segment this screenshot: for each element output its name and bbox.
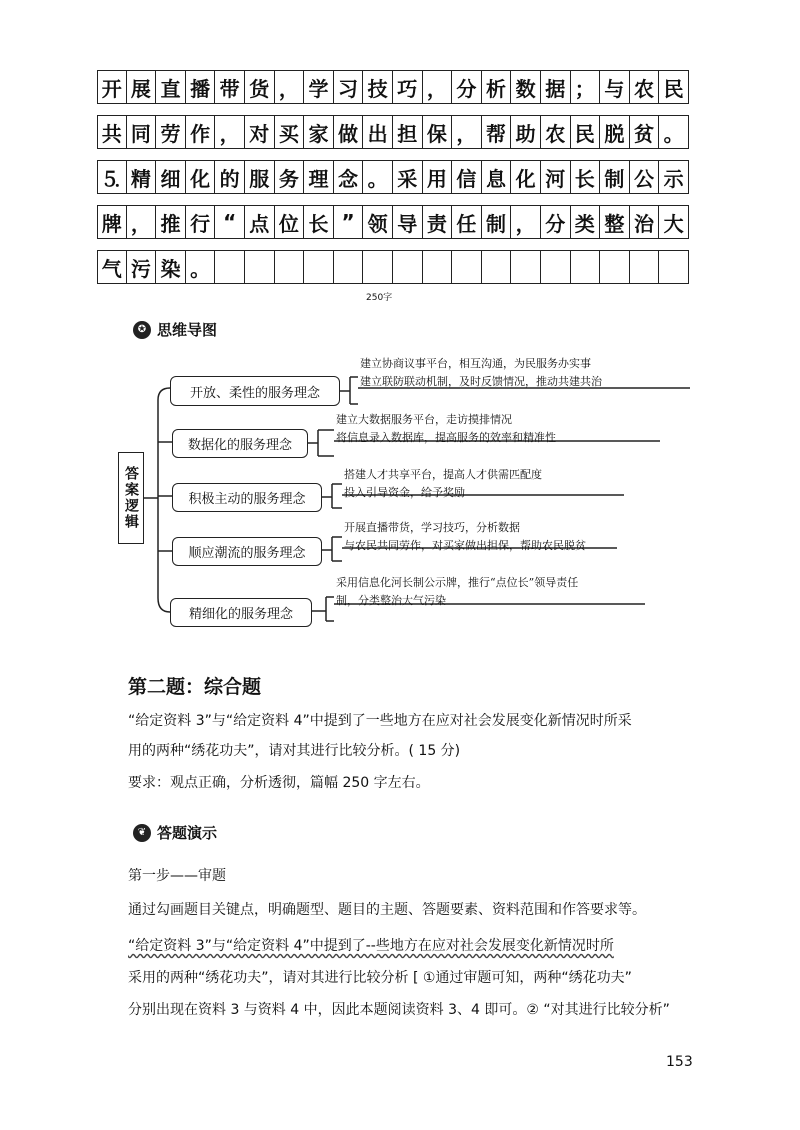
grid-cell: 化 [185, 160, 216, 194]
grid-cell: 点 [244, 205, 275, 239]
mindmap-root: 答案逻辑 [118, 452, 144, 544]
grid-cell: 污 [126, 250, 157, 284]
grid-cell: 帮 [481, 115, 512, 149]
grid-cell: ； [570, 70, 601, 104]
branch-detail: 建立联防联动机制，及时反馈情况，推动共建共治 [360, 375, 602, 388]
grid-cell: 做 [333, 115, 364, 149]
branch-node-2: 数据化的服务理念 [172, 429, 308, 458]
grid-cell: 牌 [97, 205, 127, 239]
grid-cell: 长 [303, 205, 334, 239]
grid-cell: 。 [658, 115, 689, 149]
grid-cell: 制 [599, 160, 630, 194]
step-label: 第一步——审题 [128, 868, 226, 884]
grid-cell: 责 [422, 205, 453, 239]
grid-cell: ， [126, 205, 157, 239]
grid-cell: 劳 [155, 115, 186, 149]
grid-cell: 理 [303, 160, 334, 194]
grid-cell: 推 [155, 205, 186, 239]
branch-node-1: 开放、柔性的服务理念 [170, 376, 340, 406]
branch-detail: 建立协商议事平台，相互沟通，为民服务办实事 [360, 357, 591, 370]
question-line: 用的两种“绣花功夫”，请对其进行比较分析。( 15 分) [128, 743, 461, 759]
grid-cell: 农 [629, 70, 660, 104]
question-line: “给定资料 3”与“给定资料 4”中提到了一些地方在应对社会发展变化新情况时所采 [128, 713, 632, 729]
grid-cell: 染 [155, 250, 186, 284]
branch-detail: 将信息录入数据库，提高服务的效率和精准性 [336, 431, 556, 444]
grid-cell: 据 [540, 70, 571, 104]
grid-cell: 出 [362, 115, 393, 149]
section-heading: 第二题：综合题 [128, 676, 262, 698]
grid-cell: 用 [422, 160, 453, 194]
mindmap-icon: ✪ [133, 321, 151, 339]
grid-cell: 息 [481, 160, 512, 194]
grid-cell: “ [214, 205, 245, 239]
branch-detail: 与农民共同劳作，对买家做出担保，帮助农民脱贫 [344, 539, 586, 552]
grid-cell: 类 [570, 205, 601, 239]
grid-cell: 民 [658, 70, 689, 104]
grid-cell: 气 [97, 250, 127, 284]
paragraph: 通过勾画题目关键点，明确题型、题目的主题、答题要素、资料范围和作答要求等。 [128, 902, 646, 918]
grid-cell: 大 [658, 205, 689, 239]
grid-cell: ， [451, 115, 482, 149]
leaf-icon: ❦ [133, 824, 151, 842]
grid-cell: 共 [97, 115, 127, 149]
grid-cell: 担 [392, 115, 423, 149]
grid-cell: 展 [126, 70, 157, 104]
grid-cell: 保 [422, 115, 453, 149]
mindmap-title: 思维导图 [157, 321, 218, 339]
grid-cell: 河 [540, 160, 571, 194]
grid-cell: 农 [540, 115, 571, 149]
grid-cell: 析 [481, 70, 512, 104]
grid-cell: 货 [244, 70, 275, 104]
grid-cell: 治 [629, 205, 660, 239]
word-count: 250字 [366, 293, 393, 303]
grid-cell: 习 [333, 70, 364, 104]
grid-cell: 念 [333, 160, 364, 194]
grid-cell: 示 [658, 160, 689, 194]
page-number: 153 [666, 1054, 693, 1070]
demo-title: 答题演示 [157, 824, 218, 842]
grid-cell: 与 [599, 70, 630, 104]
grid-cell: 整 [599, 205, 630, 239]
grid-cell: ， [422, 70, 453, 104]
paragraph: 分别出现在资料 3 与资料 4 中，因此本题阅读资料 3、4 即可。② “对其进行比较分析” [128, 1002, 670, 1018]
paragraph: 采用的两种“绣花功夫”，请对其进行比较分析 [ ①通过审题可知，两种“绣花功夫” [128, 970, 632, 986]
grid-cell: ， [274, 70, 305, 104]
grid-cell: 民 [570, 115, 601, 149]
grid-cell: 。 [185, 250, 216, 284]
grid-cell: 长 [570, 160, 601, 194]
branch-node-5: 精细化的服务理念 [170, 598, 312, 627]
grid-cell: 制 [481, 205, 512, 239]
grid-cell: 任 [451, 205, 482, 239]
grid-cell: 领 [362, 205, 393, 239]
grid-cell: 行 [185, 205, 216, 239]
grid-cell: 技 [362, 70, 393, 104]
grid-cell: 巧 [392, 70, 423, 104]
branch-node-4: 顺应潮流的服务理念 [172, 537, 322, 566]
grid-cell: 的 [214, 160, 245, 194]
grid-cell: 买 [274, 115, 305, 149]
grid-cell: 采 [392, 160, 423, 194]
grid-cell: ” [333, 205, 364, 239]
grid-cell: 细 [155, 160, 186, 194]
branch-detail: 采用信息化河长制公示牌，推行“点位长”领导责任 [336, 576, 579, 589]
grid-cell: ， [510, 205, 541, 239]
grid-cell: 播 [185, 70, 216, 104]
branch-detail: 投入引导资金，给予奖励 [344, 486, 465, 499]
grid-cell: 直 [155, 70, 186, 104]
grid-cell: 同 [126, 115, 157, 149]
grid-cell: 分 [451, 70, 482, 104]
branch-node-3: 积极主动的服务理念 [172, 483, 322, 512]
requirement-text: 要求：观点正确，分析透彻，篇幅 250 字左右。 [128, 775, 430, 791]
grid-cell: 信 [451, 160, 482, 194]
paragraph: “给定资料 3”与“给定资料 4”中提到了--些地方在应对社会发展变化新情况时所 [128, 938, 614, 954]
grid-cell: 务 [274, 160, 305, 194]
grid-cell: 化 [510, 160, 541, 194]
branch-detail: 建立大数据服务平台，走访摸排情况 [336, 413, 512, 426]
grid-cell: 脱 [599, 115, 630, 149]
grid-cell: 位 [274, 205, 305, 239]
demo-header [133, 822, 217, 843]
grid-cell: 对 [244, 115, 275, 149]
grid-cell: 服 [244, 160, 275, 194]
branch-detail: 搭建人才共享平台，提高人才供需匹配度 [344, 468, 542, 481]
grid-cell: 开 [97, 70, 127, 104]
branch-detail: 开展直播带货，学习技巧，分析数据 [344, 521, 520, 534]
grid-cell: ⒌ [97, 160, 127, 194]
grid-cell: 。 [362, 160, 393, 194]
grid-cell: 导 [392, 205, 423, 239]
grid-cell: 精 [126, 160, 157, 194]
grid-cell: 家 [303, 115, 334, 149]
grid-cell: 公 [629, 160, 660, 194]
branch-detail: 制，分类整治大气污染 [336, 594, 446, 607]
grid-cell: 作 [185, 115, 216, 149]
grid-cell: 分 [540, 205, 571, 239]
grid-cell: 助 [510, 115, 541, 149]
grid-cell: 带 [214, 70, 245, 104]
grid-cell: 学 [303, 70, 334, 104]
grid-cell: ， [214, 115, 245, 149]
grid-cell: 数 [510, 70, 541, 104]
grid-cell: 贫 [629, 115, 660, 149]
